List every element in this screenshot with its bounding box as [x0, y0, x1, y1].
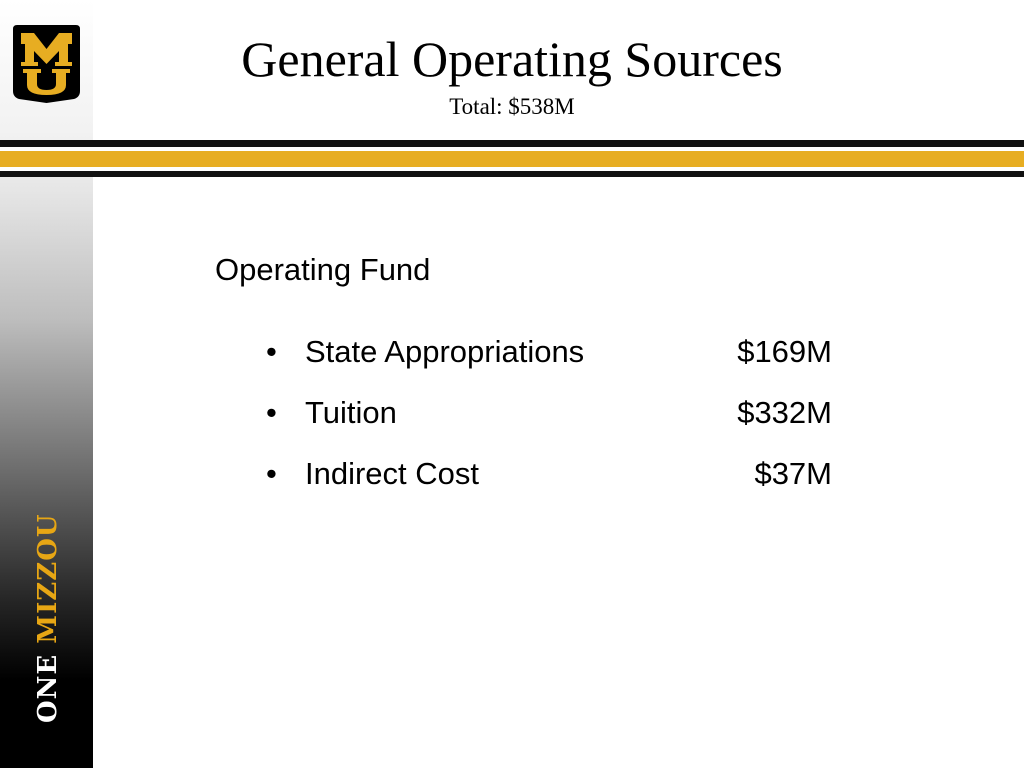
- section-heading: Operating Fund: [215, 252, 431, 287]
- one-mizzou-tagline: [31, 513, 65, 723]
- fund-item-amount: $332M: [737, 395, 832, 430]
- fund-item-amount: $169M: [737, 334, 832, 369]
- fund-item-label: Indirect Cost: [305, 456, 480, 491]
- header-stripe-dark-bottom: [0, 171, 1024, 177]
- bullet-icon: •: [266, 456, 277, 491]
- mu-logo: [13, 25, 80, 103]
- operating-fund-list: [262, 333, 832, 516]
- tagline-mizzou: MIZZOU: [33, 513, 63, 644]
- side-brand-band: [0, 0, 93, 768]
- slide-title: General Operating Sources: [241, 31, 783, 87]
- header-stripe-gold: [0, 151, 1024, 167]
- fund-item-indirect-cost: [262, 455, 832, 516]
- fund-item-tuition: [262, 394, 832, 455]
- slide-subtitle: Total: $538M: [449, 94, 575, 119]
- tagline-one: ONE: [33, 653, 63, 723]
- bullet-icon: •: [266, 395, 277, 430]
- fund-item-label: State Appropriations: [305, 334, 585, 369]
- header-stripe-dark-top: [0, 140, 1024, 147]
- fund-item-state-appropriations: [262, 333, 832, 394]
- fund-item-label: Tuition: [305, 395, 397, 430]
- fund-item-amount: $37M: [754, 456, 832, 491]
- bullet-icon: •: [266, 334, 277, 369]
